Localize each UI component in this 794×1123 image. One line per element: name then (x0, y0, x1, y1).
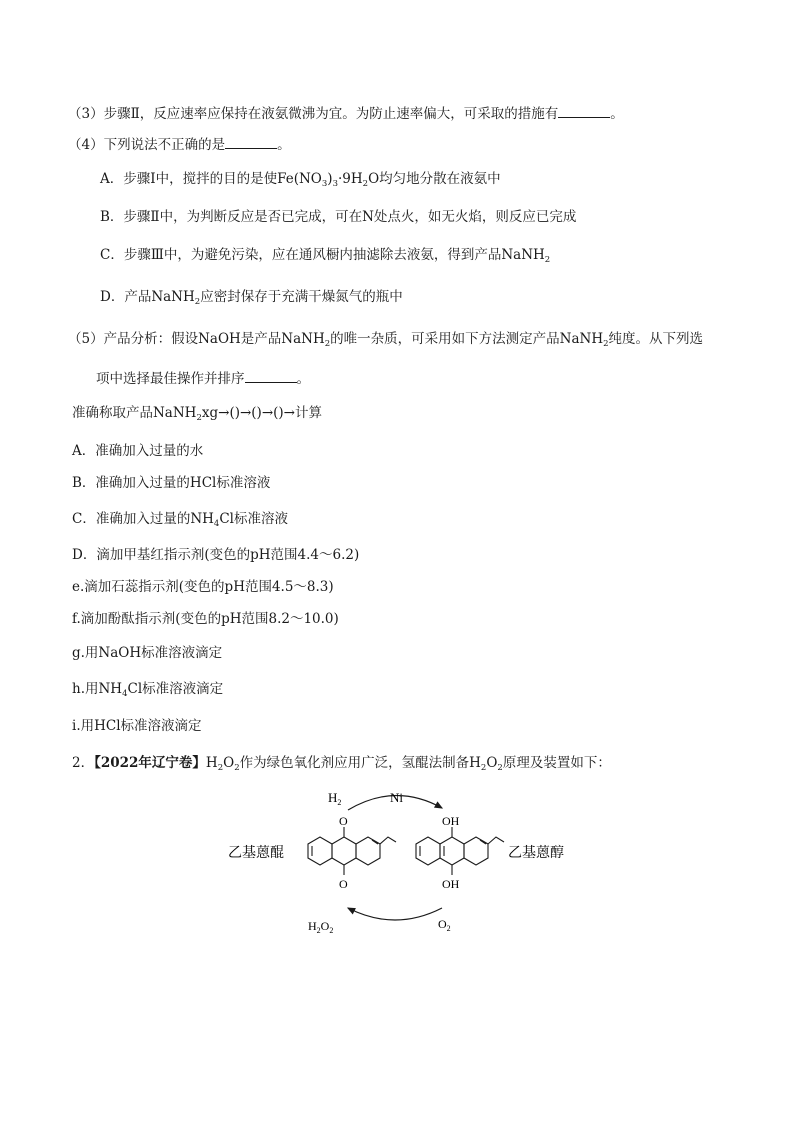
q5-option-h-text-2: Cl标准溶液滴定 (127, 681, 224, 697)
subscript: 2 (603, 339, 609, 349)
ethylanthrahydroquinone-structure (416, 827, 504, 875)
hydroxyl-bottom: OH (442, 877, 460, 891)
q3-line (68, 103, 624, 123)
q3-suffix: 。 (610, 106, 624, 122)
q5-option-i (72, 717, 202, 735)
h2o2-label: $H_2O_2$ (308, 919, 334, 935)
q2-text-2: O (223, 755, 235, 771)
carbonyl-o-bottom: O (339, 877, 348, 891)
q4-option-a-text-4: O均匀地分散在液氨中 (368, 171, 501, 187)
q5-option-h (72, 680, 223, 698)
q5-text-2: 的唯一杂质，可采用如下方法测定产品NaNH (330, 331, 604, 347)
subscript: 2 (362, 179, 369, 189)
q5-option-g-text: g.用NaOH标准溶液滴定 (72, 645, 223, 661)
q4-option-a-text: A．步骤Ⅰ中，搅拌的目的是使Fe(NO (100, 171, 322, 187)
q4-option-b-text: B．步骤Ⅱ中，为判断反应是否已完成，可在N处点火，如无火焰，则反应已完成 (100, 209, 577, 225)
o2-label: $O_2$ (438, 917, 451, 933)
q5-option-a-text: A．准确加入过量的水 (72, 443, 204, 459)
ni-label: Ni (390, 790, 403, 805)
q5-option-a (72, 442, 203, 460)
q5-text: （5）产品分析：假设NaOH是产品NaNH (68, 331, 325, 347)
subscript: 2 (196, 413, 202, 423)
source-tag: 【2022年辽宁卷】 (94, 755, 206, 771)
q5-option-i-text: i.用HCl标准溶液滴定 (72, 718, 202, 734)
q5-line-1 (68, 330, 703, 348)
q2-header (72, 754, 611, 772)
anthraquinone-process-diagram (220, 780, 580, 940)
q5-option-e (72, 578, 334, 596)
q5-option-b (72, 474, 270, 492)
q5-sequence (72, 404, 322, 422)
q4-option-d-text: D．产品NaNH (100, 289, 195, 305)
q2-text-5: 原理及装置如下： (502, 755, 611, 771)
q4-option-b (100, 208, 576, 226)
q4-line (68, 134, 291, 154)
subscript: 2 (497, 763, 503, 773)
ethylanthraquinone-structure (308, 827, 396, 875)
q4-option-c-text: C．步骤Ⅲ中，为避免污染，应在通风橱内抽滤除去液氨，得到产品NaNH (100, 247, 545, 263)
q5-sequence-text-2: xg→()→()→()→计算 (201, 405, 322, 421)
q4-text: （4）下列说法不正确的是 (68, 137, 226, 153)
q4-option-d (100, 288, 403, 306)
subscript: 2 (544, 255, 551, 265)
ethylanthrahydroquinone-label: 乙基蒽醇 (508, 846, 564, 861)
q5-text-4: 项中选择最佳操作并排序 (96, 371, 245, 387)
q5-option-h-text: h.用NH (72, 681, 123, 697)
q5-option-c-text: C．准确加入过量的NH (72, 511, 214, 527)
q4-option-a (100, 170, 501, 188)
oxidation-arrow (348, 908, 442, 920)
q5-suffix: 。 (296, 371, 310, 387)
q2-text-4: O (486, 755, 498, 771)
q3-text: （3）步骤Ⅱ，反应速率应保持在液氨微沸为宜。为防止速率偏大，可采取的措施有 (68, 106, 559, 122)
q2-text-3: 作为绿色氧化剂应用广泛，氢醌法制备H (239, 755, 481, 771)
carbonyl-o-top: O (339, 814, 348, 828)
subscript: 2 (194, 297, 201, 307)
q5-option-d (72, 546, 359, 564)
q5-option-f (72, 610, 339, 628)
q3-answer-blank[interactable] (558, 103, 610, 118)
subscript: 3 (321, 179, 328, 189)
q5-sequence-text: 准确称取产品NaNH (72, 405, 197, 421)
q4-option-d-text-2: 应密封保存于充满干燥氮气的瓶中 (200, 289, 403, 305)
q5-option-b-text: B．准确加入过量的HCl标准溶液 (72, 475, 271, 491)
subscript: 2 (480, 763, 487, 773)
q5-option-c (72, 510, 288, 528)
q2-text: H (205, 755, 218, 771)
q5-text-3: 纯度。从下列选 (608, 331, 704, 347)
subscript: 2 (234, 763, 240, 773)
ethylanthraquinone-label: 乙基蒽醌 (228, 846, 284, 861)
q4-suffix: 。 (277, 137, 291, 153)
q5-option-d-text: D．滴加甲基红指示剂(变色的pH范围4.4～6.2) (72, 547, 360, 563)
q4-option-a-text-3: ·9H (337, 171, 363, 187)
q5-option-f-text: f.滴加酚酞指示剂(变色的pH范围8.2～10.0) (72, 611, 339, 627)
q5-option-c-text-2: Cl标准溶液 (219, 511, 288, 527)
h2-label: $H_2$ (328, 790, 342, 807)
subscript: 4 (122, 689, 128, 699)
question-number: 2． (72, 755, 95, 771)
subscript: 2 (324, 339, 331, 349)
q4-answer-blank[interactable] (225, 134, 277, 149)
subscript: 2 (217, 763, 224, 773)
q5-line-2 (96, 368, 310, 388)
q5-option-e-text: e.滴加石蕊指示剂(变色的pH范围4.5～8.3) (72, 579, 334, 595)
subscript: 3 (332, 179, 338, 189)
subscript: 4 (213, 519, 220, 529)
q5-option-g (72, 644, 222, 662)
q5-answer-blank[interactable] (245, 368, 297, 383)
q4-option-c (100, 246, 550, 264)
q4-option-a-text-2: ) (327, 171, 333, 187)
hydroxyl-top: OH (442, 814, 460, 828)
